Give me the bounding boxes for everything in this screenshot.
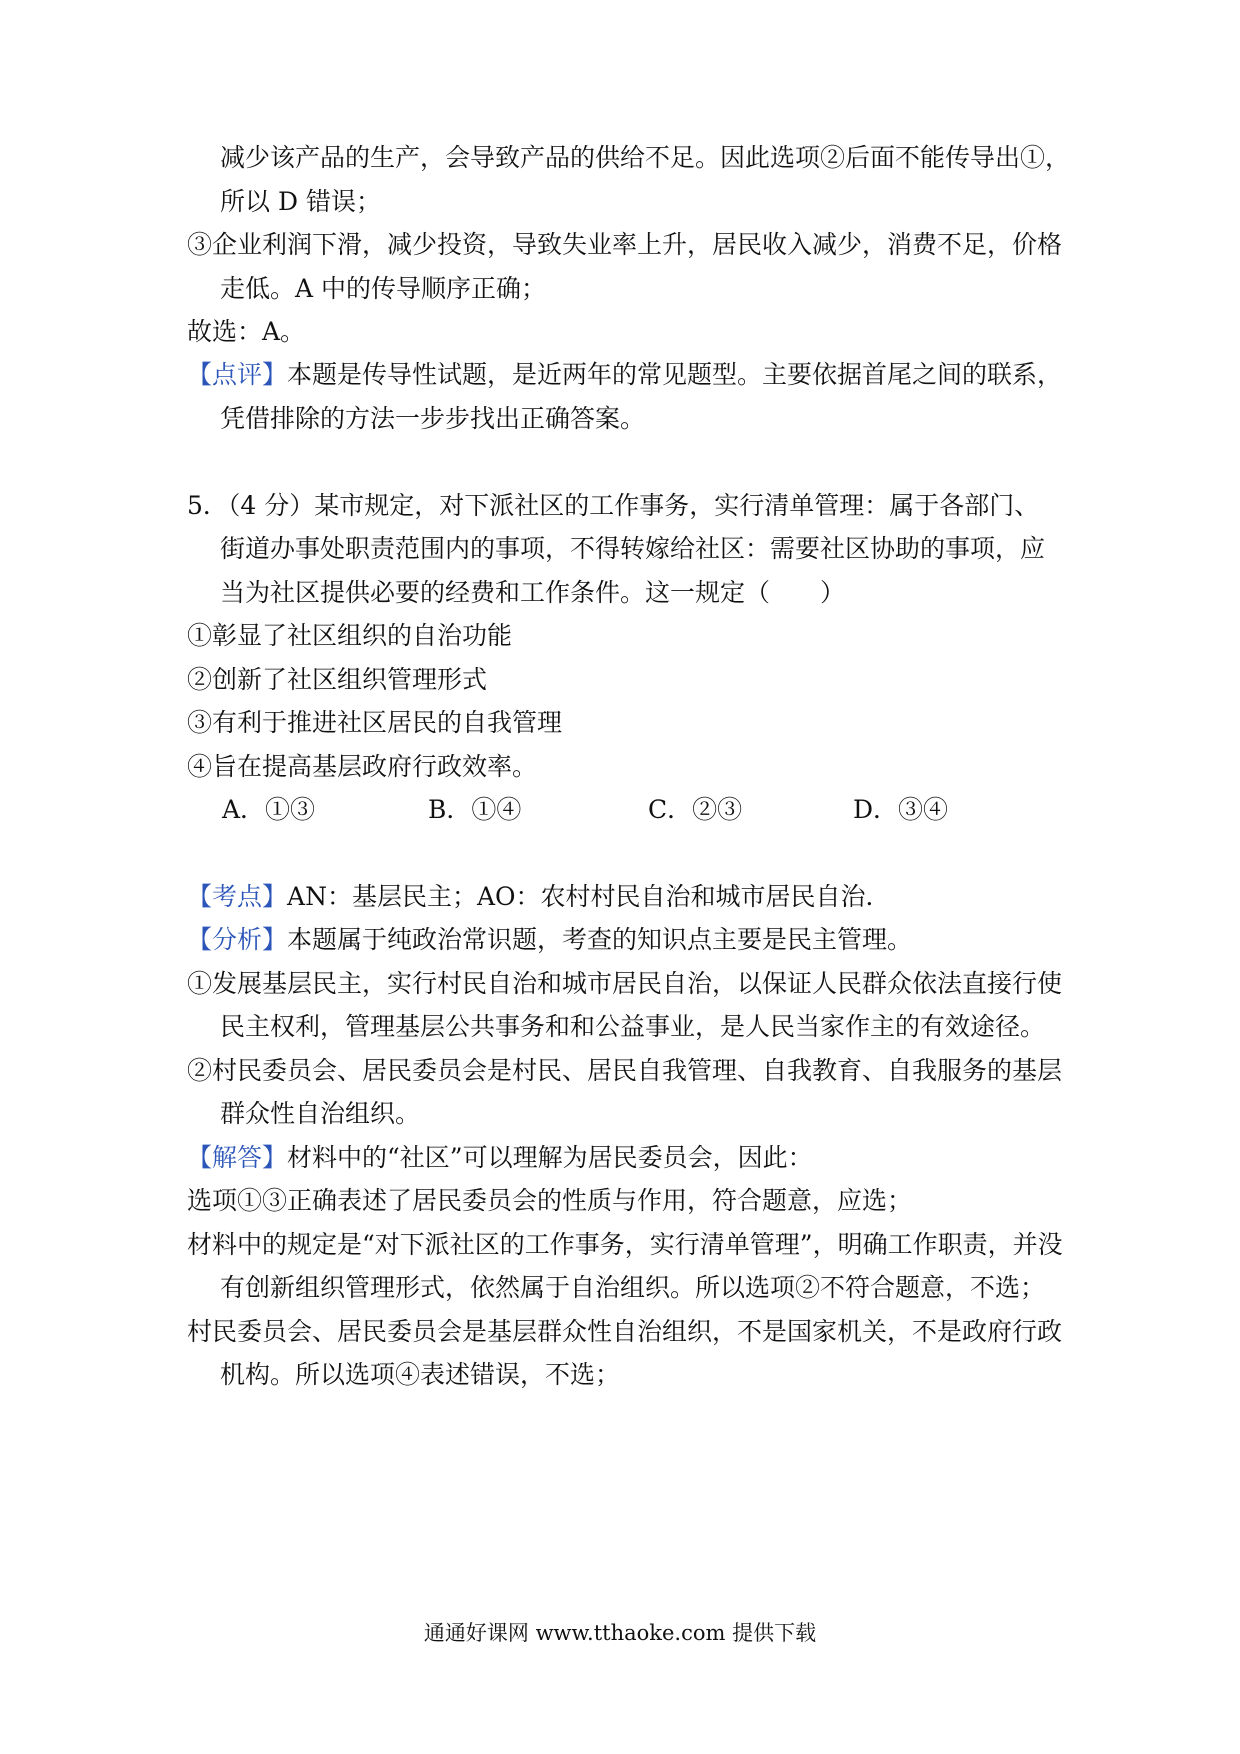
option-a: A．①③ bbox=[222, 795, 316, 824]
jieda-line: 有创新组织管理形式，依然属于自治组织。所以选项②不符合题意，不选； bbox=[220, 1273, 1046, 1302]
fenxi-tag: 【分析】 bbox=[187, 925, 288, 954]
jieda-line: 选项①③正确表述了居民委员会的性质与作用，符合题意，应选； bbox=[187, 1186, 913, 1215]
fenxi-paragraph bbox=[187, 922, 1240, 958]
fenxi-line: 民主权利，管理基层公共事务和和公益事业，是人民当家作主的有效途径。 bbox=[220, 1012, 1046, 1041]
review-text: 本题是传导性试题，是近两年的常见题型。主要依据首尾之间的联系， bbox=[287, 360, 1063, 389]
review-tag: 【点评】 bbox=[187, 360, 288, 389]
fenxi-line: 群众性自治组织。 bbox=[220, 1099, 421, 1128]
jieda-line: 材料中的规定是“对下派社区的工作事务，实行清单管理”，明确工作职责，并没 bbox=[187, 1230, 1063, 1259]
question-5-stem: 5．（4 分）某市规定，对下派社区的工作事务，实行清单管理：属于各部门、 bbox=[187, 491, 1040, 520]
option-c: C．②③ bbox=[648, 795, 743, 824]
option-b: B．①④ bbox=[428, 795, 522, 824]
page-footer: 通通好课网 www.tthaoke.com 提供下载 bbox=[423, 1621, 817, 1645]
fenxi-text: 本题属于纯政治常识题，考查的知识点主要是民主管理。 bbox=[287, 925, 913, 954]
kaodian-text: AN：基层民主；AO：农村村民自治和城市居民自治． bbox=[287, 882, 891, 911]
question-5-stem: 当为社区提供必要的经费和工作条件。这一规定（ ） bbox=[220, 578, 846, 607]
review-paragraph bbox=[187, 357, 1240, 393]
prev-line: 减少该产品的生产，会导致产品的供给不足。因此选项②后面不能传导出①， bbox=[220, 143, 1071, 172]
question-5-stem: 街道办事处职责范围内的事项，不得转嫁给社区：需要社区协助的事项，应 bbox=[220, 534, 1046, 563]
answer-options bbox=[222, 792, 1122, 828]
question-item: ③有利于推进社区居民的自我管理 bbox=[187, 708, 563, 737]
jieda-text: 材料中的“社区”可以理解为居民委员会，因此： bbox=[287, 1143, 813, 1172]
jieda-line: 村民委员会、居民委员会是基层群众性自治组织，不是国家机关，不是政府行政 bbox=[187, 1317, 1063, 1346]
prev-line: ③企业利润下滑，减少投资，导致失业率上升，居民收入减少，消费不足，价格 bbox=[187, 230, 1063, 259]
kaodian-tag: 【考点】 bbox=[187, 882, 288, 911]
jieda-tag: 【解答】 bbox=[187, 1143, 288, 1172]
jieda-line: 机构。所以选项④表述错误，不选； bbox=[220, 1360, 621, 1389]
fenxi-line: ①发展基层民主，实行村民自治和城市居民自治，以保证人民群众依法直接行使 bbox=[187, 969, 1063, 998]
review-line: 凭借排除的方法一步步找出正确答案。 bbox=[220, 404, 646, 433]
kaodian-paragraph bbox=[187, 879, 1240, 915]
jieda-paragraph bbox=[187, 1140, 1240, 1176]
prev-line: 走低。A 中的传导顺序正确； bbox=[220, 274, 547, 303]
question-item: ④旨在提高基层政府行政效率。 bbox=[187, 752, 538, 781]
question-item: ①彰显了社区组织的自治功能 bbox=[187, 621, 513, 650]
fenxi-line: ②村民委员会、居民委员会是村民、居民自我管理、自我教育、自我服务的基层 bbox=[187, 1056, 1063, 1085]
prev-line: 所以 D 错误； bbox=[220, 187, 381, 216]
question-item: ②创新了社区组织管理形式 bbox=[187, 665, 488, 694]
option-d: D．③④ bbox=[853, 795, 949, 824]
prev-conclusion: 故选：A。 bbox=[187, 317, 306, 346]
